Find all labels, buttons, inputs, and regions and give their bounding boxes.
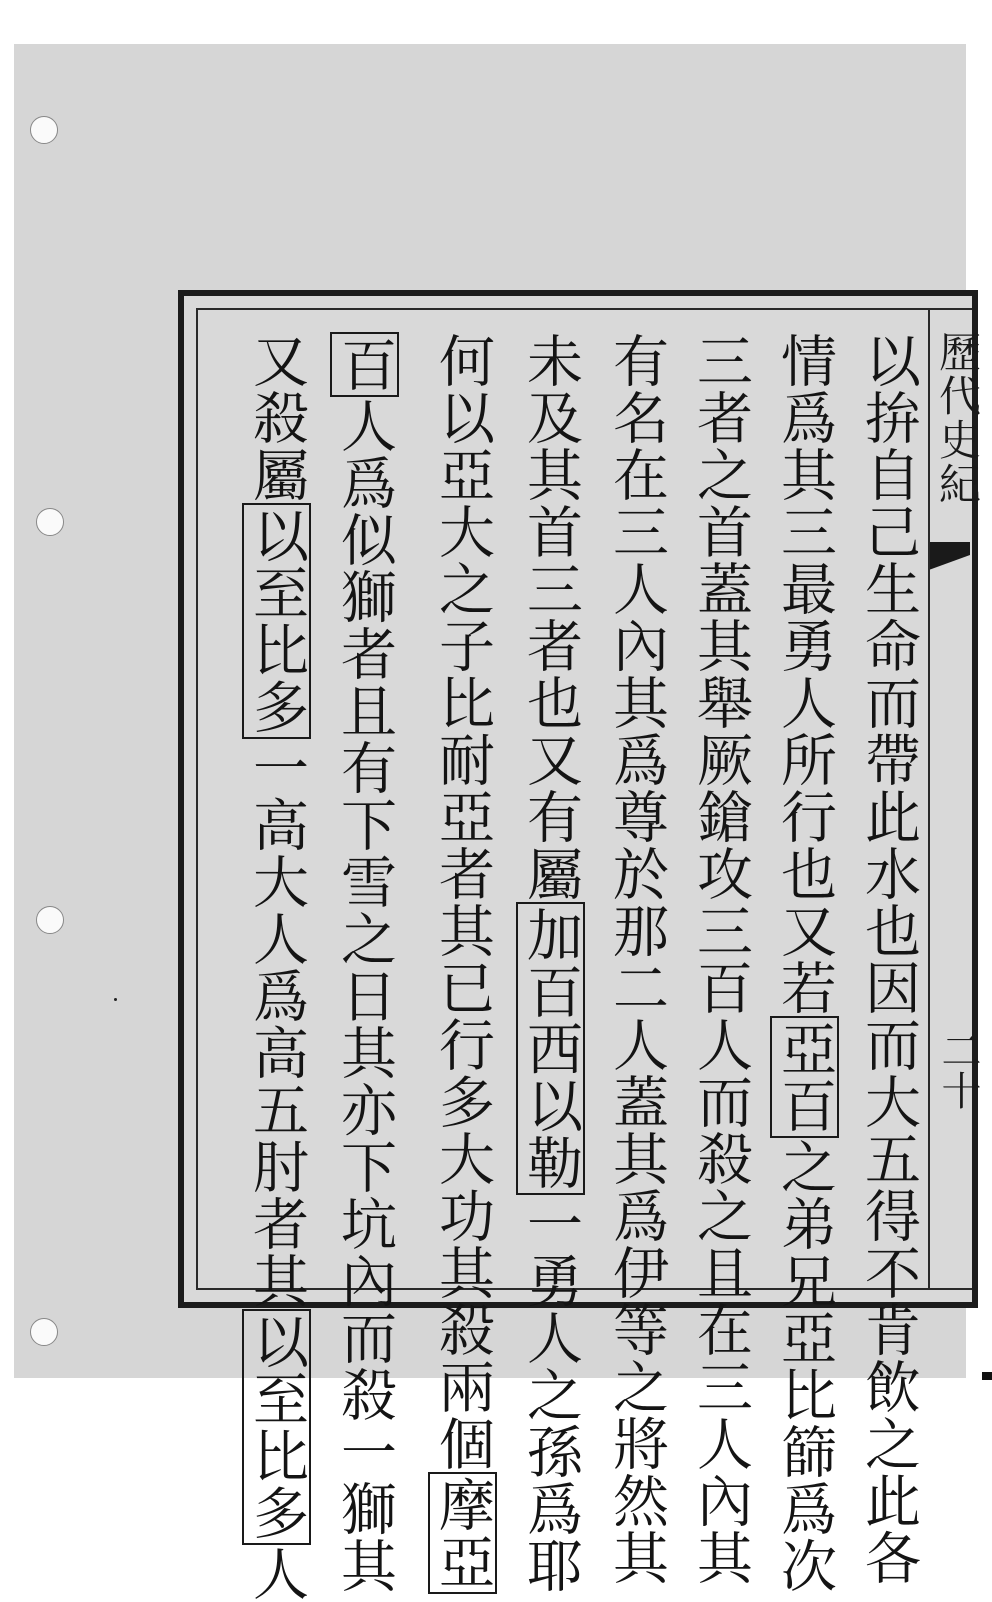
- text-run: 有名在三人內其爲尊於那二人蓋其爲伊等之將然其: [604, 332, 669, 1586]
- text-run: 一高大人爲高五肘者其: [244, 739, 309, 1309]
- text-column-8: [236, 332, 309, 1602]
- text-column-5: [510, 332, 583, 1594]
- speck: [114, 998, 117, 1001]
- text-run: 一勇人之孫爲耶: [518, 1195, 583, 1594]
- text-run: 三者之首蓋其舉厥鎗攻三百人而殺之且在三人內其: [688, 332, 753, 1586]
- text-run: 情爲其三最勇人所行也又若: [772, 332, 837, 1016]
- leaf-mark: 二十: [935, 1030, 981, 1110]
- text-run: 之弟兄亞比篩爲次: [772, 1138, 837, 1594]
- punch-hole-4: [30, 1318, 58, 1346]
- proper-name-box: 加百西以勒: [516, 902, 585, 1195]
- text-column-6: [422, 332, 495, 1594]
- text-column-1: [848, 332, 921, 1586]
- text-run: 人爲似獅者且有下雪之日其亦下坑內而殺一獅其: [332, 397, 397, 1594]
- text-column-4: [596, 332, 669, 1586]
- proper-name-box: 摩亞: [428, 1472, 497, 1594]
- fishtail-mark: [930, 542, 970, 582]
- text-run: 何以亞大之子比耐亞者其已行多大功其殺兩個: [430, 332, 495, 1472]
- proper-name-box: 以至比多: [242, 1309, 311, 1545]
- scan-edge-mark: [982, 1372, 992, 1380]
- proper-name-box: 亞百: [770, 1016, 839, 1138]
- running-head: 歷代史紀: [933, 330, 982, 506]
- print-frame: [178, 290, 982, 1602]
- text-run: 未及其首三者也又有屬: [518, 332, 583, 902]
- punch-hole-1: [30, 116, 58, 144]
- text-column-3: [680, 332, 753, 1586]
- punch-hole-2: [36, 508, 64, 536]
- text-run: 又殺屬: [244, 332, 309, 503]
- proper-name-box: 以至比多: [242, 503, 311, 739]
- text-column-7: [324, 332, 397, 1594]
- text-run: 以拚自己生命而帶此水也因而大五得不肯飲之此各: [856, 332, 921, 1586]
- text-column-2: [764, 332, 837, 1594]
- punch-hole-3: [36, 906, 64, 934]
- text-run: 人: [244, 1545, 309, 1602]
- margin-separator: [928, 310, 930, 1288]
- proper-name-box: 百: [330, 332, 399, 397]
- text-block: [196, 308, 982, 1602]
